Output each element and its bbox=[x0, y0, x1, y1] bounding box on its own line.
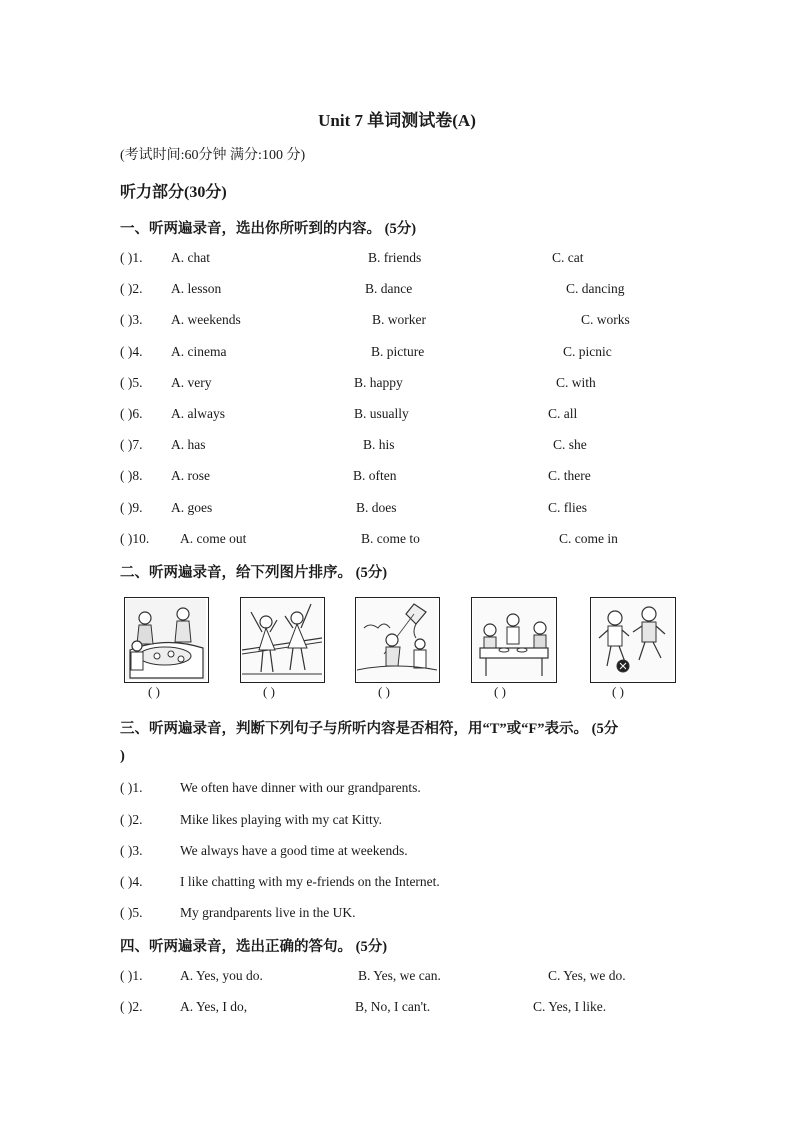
picture-order-blank[interactable]: ( ) bbox=[494, 684, 506, 699]
option-a: A. weekends bbox=[171, 312, 241, 327]
question-number: ( )3. bbox=[120, 843, 143, 858]
question-number: ( )3. bbox=[120, 312, 143, 327]
statement-text: We always have a good time at weekends. bbox=[180, 843, 408, 858]
option-c: C. flies bbox=[548, 500, 587, 515]
option-b: B. his bbox=[363, 437, 395, 452]
option-c: C. Yes, we do. bbox=[548, 968, 626, 983]
option-b: B. often bbox=[353, 468, 397, 483]
statement-text: My grandparents live in the UK. bbox=[180, 905, 356, 920]
question-number: ( )2. bbox=[120, 281, 143, 296]
option-b: B, No, I can't. bbox=[355, 999, 431, 1014]
option-a: A. lesson bbox=[171, 281, 222, 296]
option-c: C. she bbox=[553, 437, 587, 452]
option-b: B. friends bbox=[368, 250, 422, 265]
question-number: ( )6. bbox=[120, 406, 143, 421]
option-c: C. come in bbox=[559, 531, 618, 546]
statement-text: We often have dinner with our grandparents. bbox=[180, 780, 421, 795]
option-c: C. Yes, I like. bbox=[533, 999, 607, 1014]
option-a: A. has bbox=[171, 437, 206, 452]
option-b: B. Yes, we can. bbox=[358, 968, 441, 983]
option-a: A. very bbox=[171, 375, 212, 390]
kite-picture bbox=[355, 597, 440, 683]
question-number: ( )8. bbox=[120, 468, 143, 483]
section3-heading-continued: ) bbox=[120, 748, 125, 764]
option-b: B. does bbox=[356, 500, 397, 515]
exam-info: (考试时间:60分钟 满分:100 分) bbox=[120, 148, 306, 163]
question-number: ( )5. bbox=[120, 905, 143, 920]
option-a: A. Yes, I do, bbox=[180, 999, 248, 1014]
option-a: A. always bbox=[171, 406, 225, 421]
picture-order-blank[interactable]: ( ) bbox=[263, 684, 275, 699]
listening-part-heading: 听力部分(30分) bbox=[120, 184, 227, 201]
option-b: B. come to bbox=[361, 531, 420, 546]
question-number: ( )1. bbox=[120, 250, 143, 265]
option-c: C. with bbox=[556, 375, 596, 390]
football-picture bbox=[590, 597, 676, 683]
question-number: ( )4. bbox=[120, 344, 143, 359]
page-title: Unit 7 单词测试卷(A) bbox=[318, 111, 476, 130]
question-number: ( )5. bbox=[120, 375, 143, 390]
question-number: ( )4. bbox=[120, 874, 143, 889]
option-a: A. Yes, you do. bbox=[180, 968, 263, 983]
option-c: C. dancing bbox=[566, 281, 625, 296]
section1-heading: 一、听两遍录音，选出你所听到的内容。 (5分) bbox=[120, 221, 417, 237]
option-a: A. cinema bbox=[171, 344, 227, 359]
option-b: B. happy bbox=[354, 375, 403, 390]
option-c: C. cat bbox=[552, 250, 584, 265]
question-number: ( )2. bbox=[120, 999, 143, 1014]
option-b: B. usually bbox=[354, 406, 409, 421]
option-b: B. picture bbox=[371, 344, 425, 359]
option-b: B. worker bbox=[372, 312, 426, 327]
picnic-picture bbox=[124, 597, 209, 683]
option-b: B. dance bbox=[365, 281, 413, 296]
picture-order-blank[interactable]: ( ) bbox=[612, 684, 624, 699]
statement-text: Mike likes playing with my cat Kitty. bbox=[180, 812, 382, 827]
dancing-picture bbox=[240, 597, 325, 683]
dinner-picture bbox=[471, 597, 557, 683]
question-number: ( )10. bbox=[120, 531, 150, 546]
option-c: C. picnic bbox=[563, 344, 612, 359]
option-c: C. there bbox=[548, 468, 591, 483]
option-a: A. goes bbox=[171, 500, 213, 515]
picture-order-blank[interactable]: ( ) bbox=[378, 684, 390, 699]
question-number: ( )1. bbox=[120, 968, 143, 983]
question-number: ( )9. bbox=[120, 500, 143, 515]
option-a: A. come out bbox=[180, 531, 247, 546]
question-number: ( )1. bbox=[120, 780, 143, 795]
option-c: C. all bbox=[548, 406, 578, 421]
option-c: C. works bbox=[581, 312, 630, 327]
question-number: ( )7. bbox=[120, 437, 143, 452]
section3-heading: 三、听两遍录音，判断下列句子与所听内容是否相符，用“T”或“F”表示。 (5分 bbox=[120, 721, 619, 737]
option-a: A. rose bbox=[171, 468, 210, 483]
picture-order-blank[interactable]: ( ) bbox=[148, 684, 160, 699]
section2-heading: 二、听两遍录音，给下列图片排序。 (5分) bbox=[120, 565, 388, 581]
section4-heading: 四、听两遍录音，选出正确的答句。 (5分) bbox=[120, 939, 388, 955]
question-number: ( )2. bbox=[120, 812, 143, 827]
option-a: A. chat bbox=[171, 250, 210, 265]
statement-text: I like chatting with my e-friends on the Internet. bbox=[180, 874, 440, 889]
